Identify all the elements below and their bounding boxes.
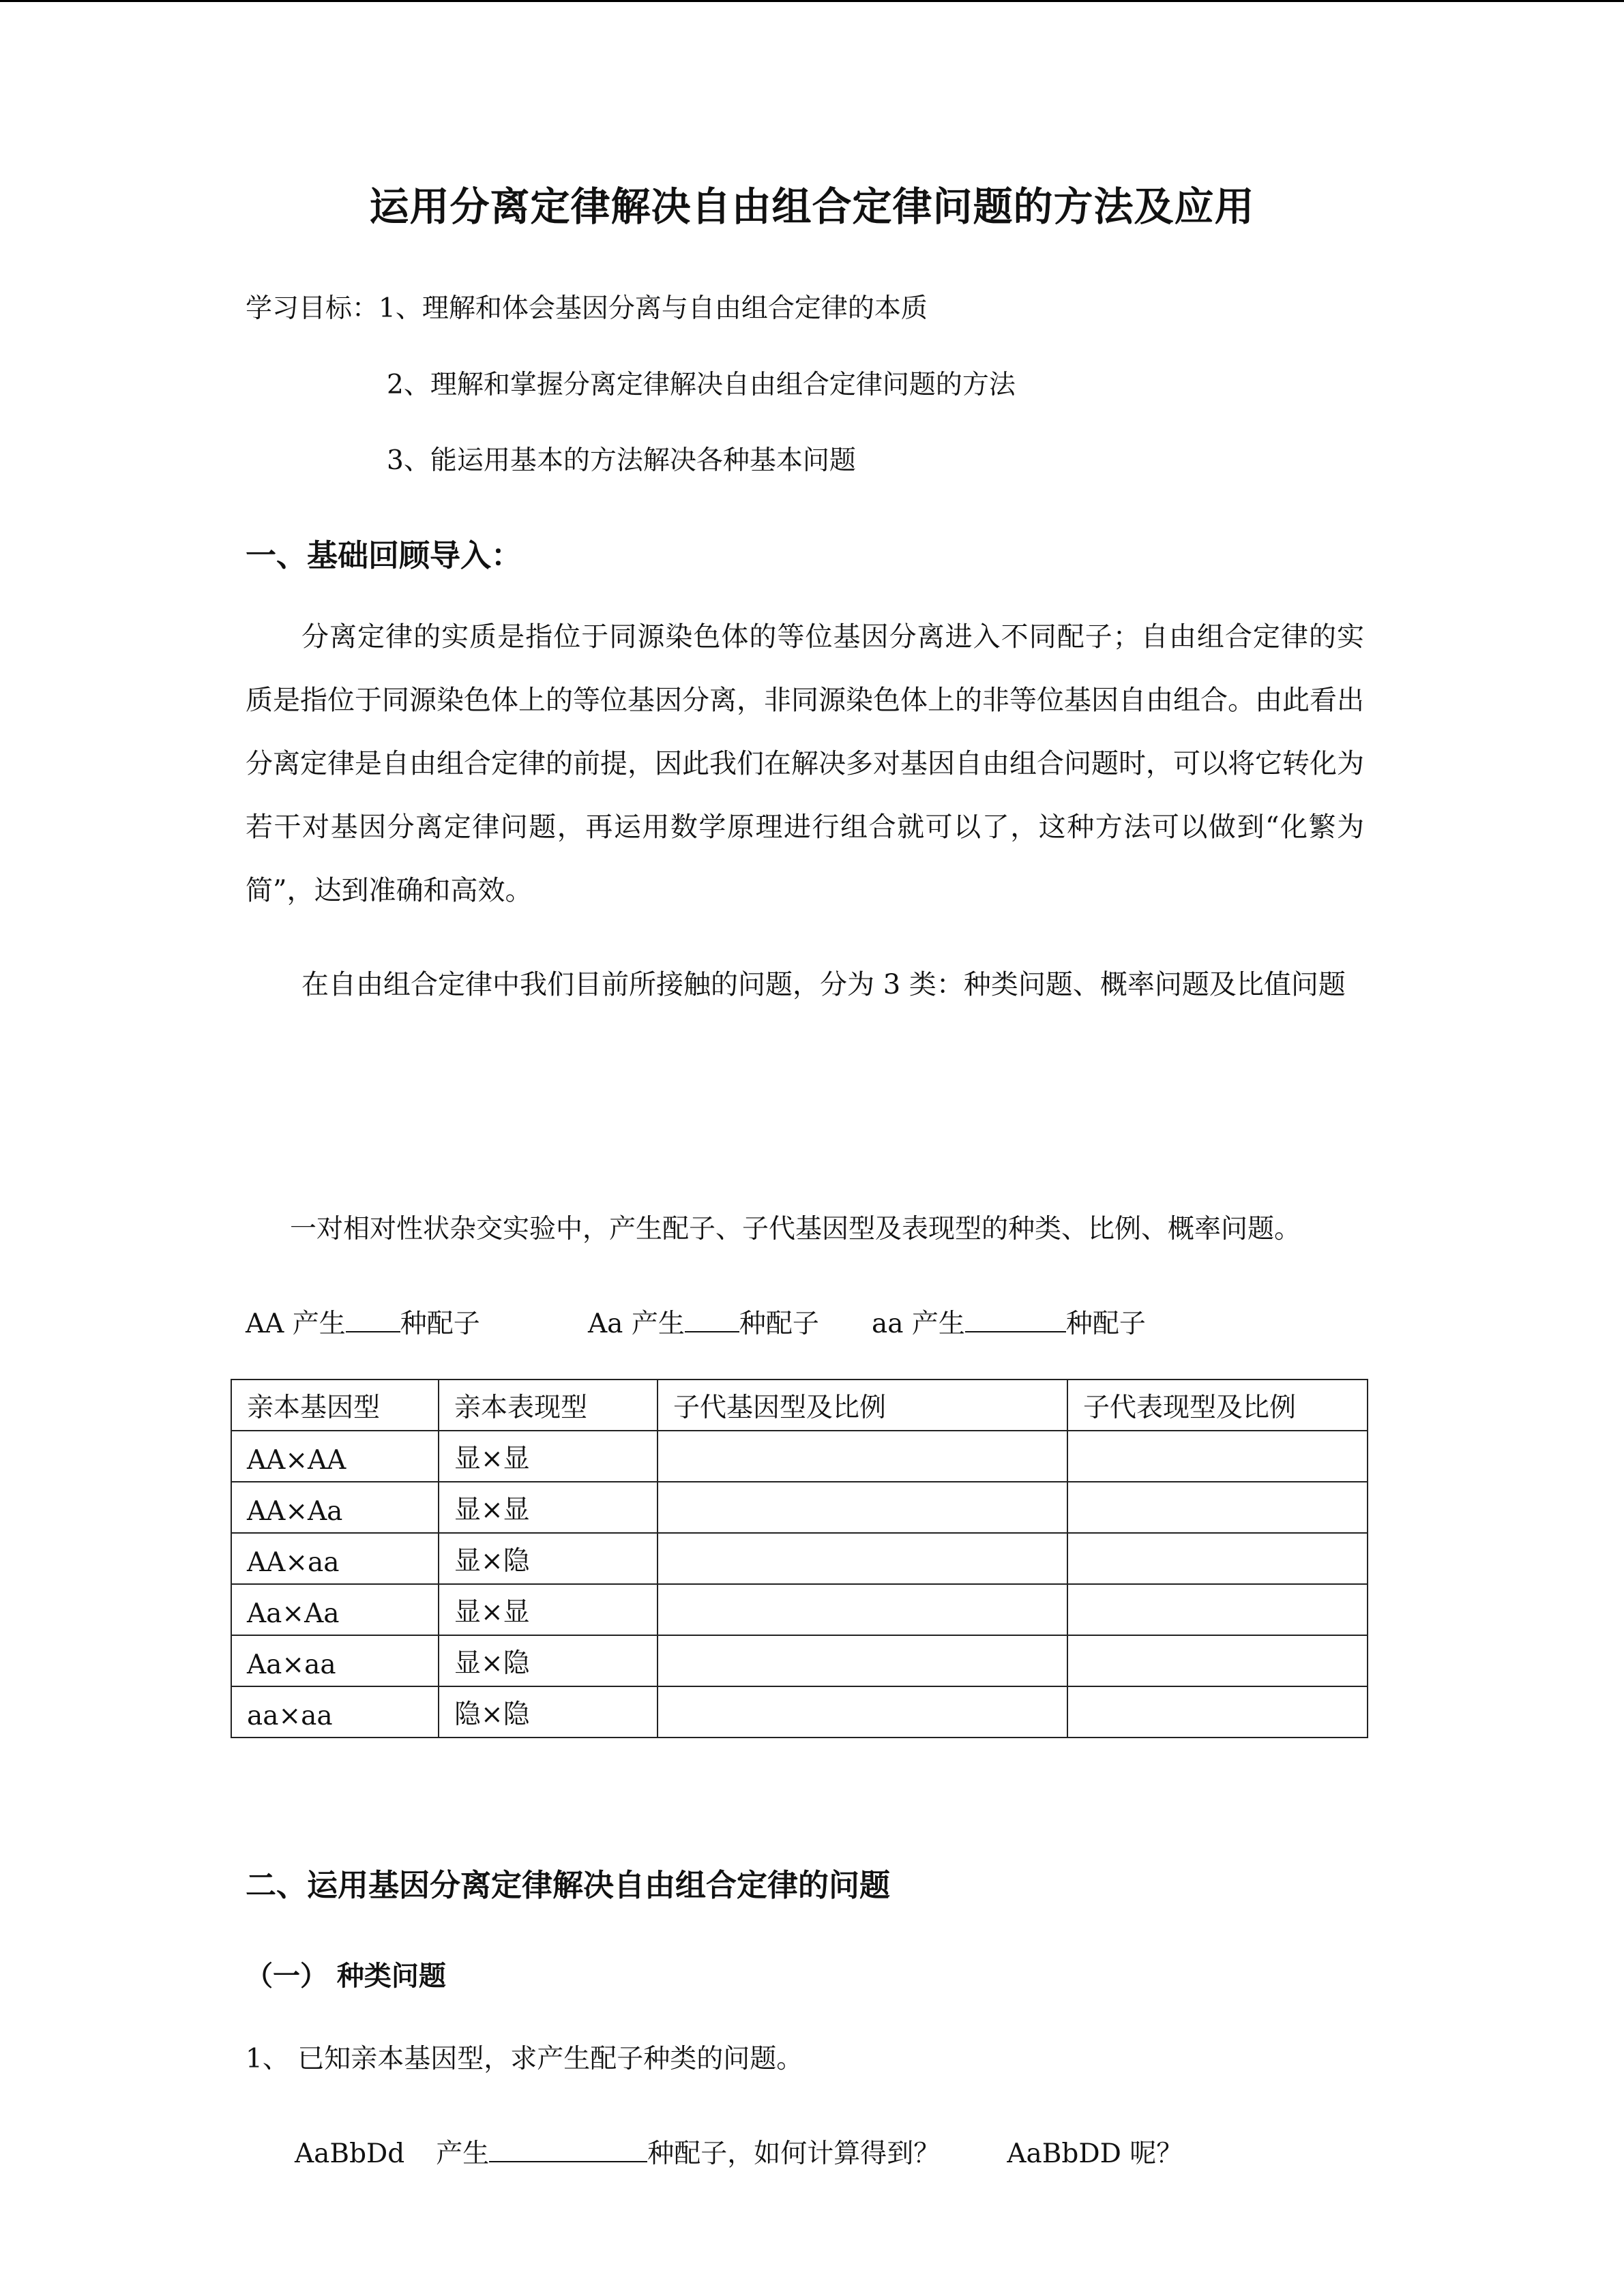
table-header-cell: 亲本基因型 <box>231 1380 439 1431</box>
page-title: 运用分离定律解决自由组合定律问题的方法及应用 <box>369 183 1255 230</box>
cross-table <box>231 1379 1368 1738</box>
table-answer-cell[interactable] <box>1067 1686 1368 1738</box>
gamete-question-aa-recessive: aa 产生 种配子 <box>872 1309 1146 1339</box>
objective-item-3: 3、能运用基本的方法解决各种基本问题 <box>387 445 856 476</box>
answer-blank[interactable] <box>489 2138 647 2162</box>
section1-paragraph-2: 在自由组合定律中我们目前所接触的问题，分为 3 类：种类问题、概率问题及比值问题 <box>301 969 1346 1000</box>
table-cell: 显×显 <box>439 1431 658 1482</box>
section1-paragraph-1: 分离定律的实质是指位于同源染色体的等位基因分离进入不同配子；自由组合定律的实质是指位于同源染色体上的等位基因分离，非同源染色体上的非等位基因自由组合。由此看出分离定律是自由组合定律的前提，因此我们在解决多对基因自由组合问题时，可以将它转化为若干对基因分离定律问题，再运用数学原理进行组合就可以了，这种方法可以做到“化繁为简”，达到准确和高效。 <box>246 621 1364 906</box>
table-cell: AA×Aa <box>231 1482 439 1533</box>
section1-paragraph-3: 一对相对性状杂交实验中，产生配子、子代基因型及表现型的种类、比例、概率问题。 <box>290 1214 1301 1244</box>
section2-subheading-types: （一） 种类问题 <box>246 1960 446 1992</box>
table-cell: 显×显 <box>439 1482 658 1533</box>
table-cell: Aa×Aa <box>231 1584 439 1635</box>
table-answer-cell[interactable] <box>658 1635 1067 1686</box>
objectives-block <box>246 295 928 322</box>
table-header-row <box>231 1380 1368 1431</box>
table-answer-cell[interactable] <box>658 1533 1067 1584</box>
question-1: 1、 已知亲本基因型，求产生配子种类的问题。 <box>246 2044 803 2074</box>
table-answer-cell[interactable] <box>658 1686 1067 1738</box>
table-row <box>231 1635 1368 1686</box>
table-cell: Aa×aa <box>231 1635 439 1686</box>
gamete-question-aa-hetero: Aa 产生 种配子 <box>588 1309 819 1339</box>
table-answer-cell[interactable] <box>1067 1431 1368 1482</box>
table-answer-cell[interactable] <box>658 1584 1067 1635</box>
table-header-cell: 亲本表现型 <box>439 1380 658 1431</box>
table-answer-cell[interactable] <box>1067 1533 1368 1584</box>
table-answer-cell[interactable] <box>1067 1584 1368 1635</box>
question-1-line: AaBbDd 产生 种配子，如何计算得到？ AaBbDD 呢？ <box>295 2138 1183 2169</box>
table-cell: 显×显 <box>439 1584 658 1635</box>
section2-heading: 二、运用基因分离定律解决自由组合定律的问题 <box>246 1867 891 1903</box>
table-answer-cell[interactable] <box>1067 1482 1368 1533</box>
page-top-border <box>0 0 1624 2</box>
table-row <box>231 1482 1368 1533</box>
table-header-cell: 子代表现型及比例 <box>1067 1380 1368 1431</box>
objective-item-2: 2、理解和掌握分离定律解决自由组合定律问题的方法 <box>387 370 1016 400</box>
table-cell: 显×隐 <box>439 1635 658 1686</box>
gamete-question-aa-homo: AA 产生 种配子 <box>246 1309 480 1339</box>
objective-item-1: 1、理解和体会基因分离与自由组合定律的本质 <box>379 293 928 324</box>
table-cell: 隐×隐 <box>439 1686 658 1738</box>
answer-blank[interactable] <box>965 1308 1066 1332</box>
table-cell: AA×aa <box>231 1533 439 1584</box>
table-row <box>231 1533 1368 1584</box>
table-answer-cell[interactable] <box>658 1431 1067 1482</box>
table-cell: AA×AA <box>231 1431 439 1482</box>
answer-blank[interactable] <box>685 1308 739 1332</box>
section1-heading: 一、基础回顾导入： <box>246 537 522 573</box>
table-cell: 显×隐 <box>439 1533 658 1584</box>
table-answer-cell[interactable] <box>658 1482 1067 1533</box>
table-answer-cell[interactable] <box>1067 1635 1368 1686</box>
table-row <box>231 1584 1368 1635</box>
followup-question: AaBbDD 呢？ <box>1007 2138 1183 2169</box>
table-cell: aa×aa <box>231 1686 439 1738</box>
genotype-label: AaBbDd <box>295 2138 405 2169</box>
table-row <box>231 1686 1368 1738</box>
table-row <box>231 1431 1368 1482</box>
objectives-label: 学习目标： <box>246 293 379 324</box>
answer-blank[interactable] <box>346 1308 400 1332</box>
table-header-cell: 子代基因型及比例 <box>658 1380 1067 1431</box>
